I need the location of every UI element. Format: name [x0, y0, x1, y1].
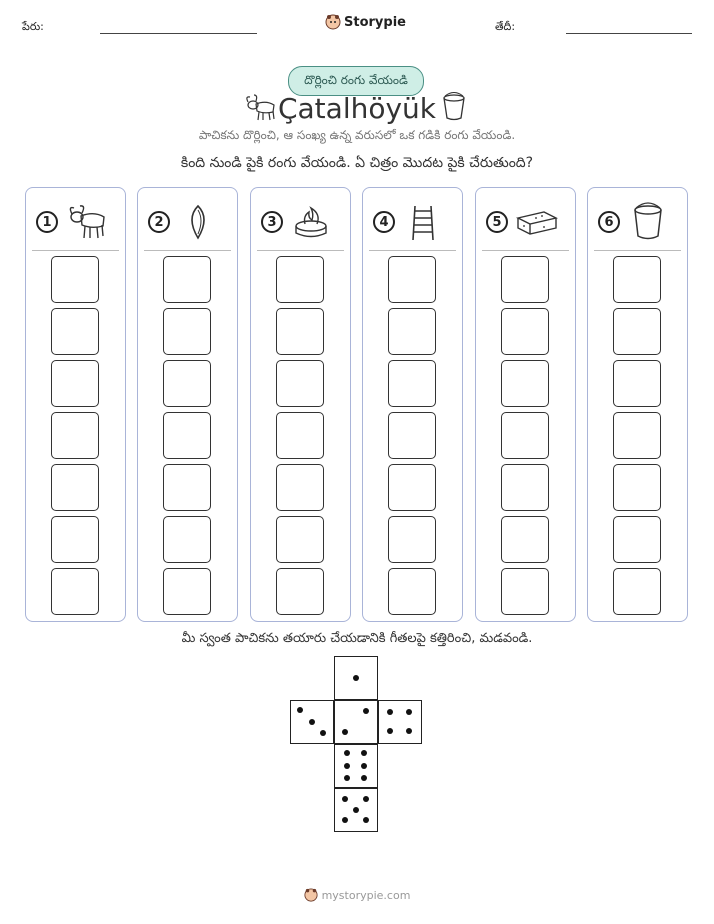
dice-pip [342, 729, 348, 735]
date-label: తేదీ: [495, 20, 516, 33]
column-header [36, 202, 108, 242]
bucket-title-icon [440, 92, 468, 122]
color-box[interactable] [163, 308, 211, 355]
dice-pip [344, 750, 350, 756]
color-box[interactable] [613, 464, 661, 511]
dice-pip [342, 817, 348, 823]
color-box[interactable] [51, 464, 99, 511]
column-6 [587, 187, 688, 622]
roll-and-color-badge: దొర్లించి రంగు వేయండి [288, 66, 424, 96]
dice-pip [363, 817, 369, 823]
color-box[interactable] [613, 412, 661, 459]
dice-pip [361, 775, 367, 781]
ladder-icon [401, 202, 445, 242]
color-box[interactable] [276, 568, 324, 615]
page-title: Çatalhöyük [277, 92, 437, 125]
dice-pip [353, 807, 359, 813]
dice-pip [353, 675, 359, 681]
column-number: 3 [261, 211, 283, 233]
mud-brick-icon [514, 202, 558, 242]
bucket-icon [626, 202, 670, 242]
dice-pip [342, 796, 348, 802]
color-box[interactable] [501, 568, 549, 615]
column-2 [137, 187, 238, 622]
color-box[interactable] [276, 412, 324, 459]
color-box[interactable] [163, 360, 211, 407]
color-box[interactable] [501, 516, 549, 563]
color-box[interactable] [51, 412, 99, 459]
color-box[interactable] [613, 256, 661, 303]
column-3 [250, 187, 351, 622]
color-box[interactable] [276, 464, 324, 511]
name-label: పేరు: [22, 20, 44, 33]
column-number: 2 [148, 211, 170, 233]
dice-pip [387, 709, 393, 715]
dice-face-2 [334, 700, 378, 744]
fire-pit-icon [289, 202, 333, 242]
storypie-mascot-icon [325, 14, 341, 30]
color-box[interactable] [501, 464, 549, 511]
color-box[interactable] [163, 412, 211, 459]
color-box[interactable] [613, 308, 661, 355]
dice-pip [387, 728, 393, 734]
name-line[interactable] [100, 33, 257, 34]
dice-face-4 [378, 700, 422, 744]
column-divider [32, 250, 119, 251]
brand-logo [325, 14, 406, 30]
footer-url: mystorypie.com [321, 888, 411, 902]
dice-pip [297, 707, 303, 713]
column-divider [482, 250, 569, 251]
color-box[interactable] [613, 360, 661, 407]
dice-pip [361, 750, 367, 756]
seed-icon [176, 202, 220, 242]
color-box[interactable] [163, 516, 211, 563]
column-number: 6 [598, 211, 620, 233]
column-divider [257, 250, 344, 251]
date-line[interactable] [566, 33, 692, 34]
column-4 [362, 187, 463, 622]
color-box[interactable] [388, 464, 436, 511]
dice-face-6 [334, 744, 378, 788]
dice-face-1 [334, 656, 378, 700]
color-box[interactable] [388, 568, 436, 615]
color-box[interactable] [51, 360, 99, 407]
column-5 [475, 187, 576, 622]
column-divider [144, 250, 231, 251]
color-box[interactable] [388, 360, 436, 407]
color-box[interactable] [388, 516, 436, 563]
dice-pip [406, 728, 412, 734]
color-box[interactable] [163, 256, 211, 303]
color-box[interactable] [501, 256, 549, 303]
dice-pip [309, 719, 315, 725]
column-number: 4 [373, 211, 395, 233]
color-box[interactable] [51, 256, 99, 303]
color-box[interactable] [613, 516, 661, 563]
column-divider [594, 250, 681, 251]
brand-name: Storypie [344, 14, 406, 30]
column-number: 5 [486, 211, 508, 233]
column-header [598, 202, 670, 242]
color-box[interactable] [388, 308, 436, 355]
dice-face-3 [290, 700, 334, 744]
color-box[interactable] [276, 308, 324, 355]
color-box[interactable] [276, 516, 324, 563]
column-header [261, 202, 333, 242]
dice-pip [344, 763, 350, 769]
color-box[interactable] [51, 308, 99, 355]
column-divider [369, 250, 456, 251]
dice-pip [406, 709, 412, 715]
dice-pip [344, 775, 350, 781]
cut-instruction: మీ స్వంత పాచికను తయారు చేయడానికి గీతలపై కత్తిరించి, మడవండి. [181, 631, 533, 646]
color-box[interactable] [613, 568, 661, 615]
dice-face-5 [334, 788, 378, 832]
dice-pip [361, 763, 367, 769]
column-header [148, 202, 220, 242]
color-box[interactable] [51, 568, 99, 615]
color-box[interactable] [51, 516, 99, 563]
color-box[interactable] [501, 412, 549, 459]
dice-pip [363, 796, 369, 802]
dice-pip [363, 708, 369, 714]
dice-pip [320, 730, 326, 736]
subtitle: పాచికను దొర్లించి, ఆ సంఖ్య ఉన్న వరుసలో ఒక గడికి రంగు వేయండి. [198, 128, 516, 142]
color-box[interactable] [388, 256, 436, 303]
color-box[interactable] [501, 308, 549, 355]
color-box[interactable] [276, 256, 324, 303]
footer [0, 888, 714, 902]
column-header [373, 202, 445, 242]
column-1 [25, 187, 126, 622]
storypie-footer-icon [304, 888, 318, 902]
column-number: 1 [36, 211, 58, 233]
column-header [486, 202, 558, 242]
color-box[interactable] [163, 464, 211, 511]
color-box[interactable] [388, 412, 436, 459]
color-box[interactable] [276, 360, 324, 407]
color-box[interactable] [501, 360, 549, 407]
bull-icon [64, 202, 108, 242]
instruction: కింది నుండి పైకి రంగు వేయండి. ఏ చిత్రం మొదట పైకి చేరుతుంది? [180, 155, 534, 171]
color-box[interactable] [163, 568, 211, 615]
